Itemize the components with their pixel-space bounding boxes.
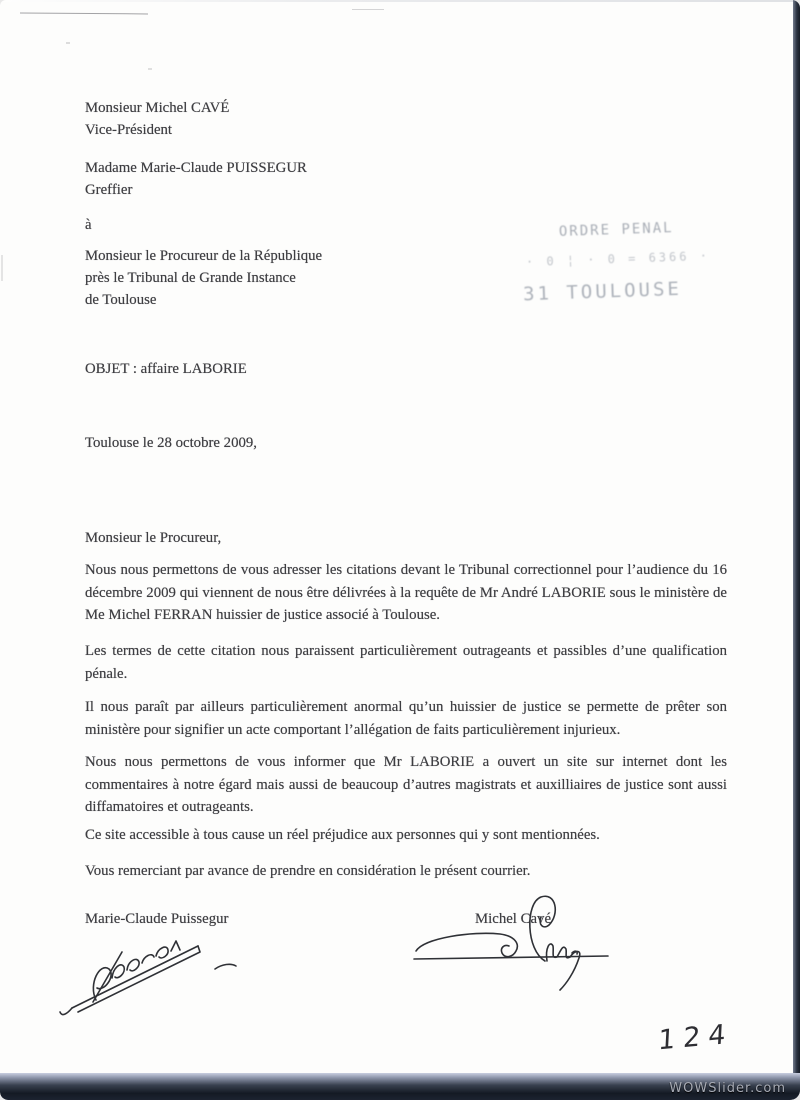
clerk-name: Madame Marie-Claude PUISSEGUR [85, 160, 307, 176]
recipient-line: de Toulouse [85, 292, 157, 308]
scan-speck [66, 42, 70, 44]
scan-speck [1, 255, 3, 281]
dateline: Toulouse le 28 octobre 2009, [85, 435, 257, 451]
frame-top-edge [0, 0, 800, 2]
body-paragraph: Nous nous permettons de vous informer que Mr LABORIE a ouvert un site sur internet dont les commentaires à notre égard mais aussi de beaucoup d’autres magistrats et auxilliaires de justice sont aussi diffamatoires et outrageants. [85, 754, 727, 816]
frame-bottom-bar [0, 1073, 800, 1100]
sender-title: Vice-Président [85, 122, 173, 138]
salutation: Monsieur le Procureur, [85, 530, 222, 546]
body-paragraph: Les termes de cette citation nous paraissent particulièrement outrageants et passibles d’une qualification pénale. [85, 643, 727, 682]
sender-name: Monsieur Michel CAVÉ [85, 100, 230, 116]
recipient-line: près le Tribunal de Grande Instance [85, 270, 296, 286]
puissegur-signature [60, 941, 236, 1015]
signature-name-left: Marie-Claude Puissegur [85, 911, 229, 927]
body-paragraph: Ce site accessible à tous cause un réel préjudice aux personnes qui y sont mentionnées. [85, 827, 600, 843]
body-paragraph: Nous nous permettons de vous adresser les citations devant le Tribunal correctionnel pour l’audience du 16 décembre 2009 qui viennent de nous être délivrées à la requête de Mr André LABORIE sous le ministère de Me Michel FERRAN huissier de justice associé à Toulouse. [85, 562, 727, 624]
scan-artifact-line [20, 13, 148, 15]
stamp-line: ORDRE PENAL [558, 220, 674, 241]
clerk-title: Greffier [85, 182, 133, 198]
rubber-stamp [517, 219, 720, 306]
scan-speck [148, 68, 152, 70]
scan-artifact-line [352, 9, 384, 10]
stamp-line: · 0 ¦ · 0 = 6366 · [525, 248, 711, 270]
frame-right-edge [793, 0, 800, 1100]
body-paragraph: Il nous paraît par ailleurs particulièrement anormal qu’un huissier de justice se permette de prêter son ministère pour signifier un acte comportant l’allégation de faits particulièrement injurieux. [85, 699, 727, 738]
body-paragraph: Vous remerciant par avance de prendre en considération le présent courrier. [85, 863, 531, 879]
to-marker: à [85, 217, 92, 233]
wowslider-watermark[interactable]: WOWSlider.com [669, 1081, 786, 1096]
handwritten-page-number: 124 [657, 1018, 735, 1057]
stamp-line: 31 TOULOUSE [522, 277, 683, 306]
recipient-line: Monsieur le Procureur de la République [85, 248, 323, 264]
signature-name-right: Michel Cavé [475, 911, 552, 927]
subject-line: OBJET : affaire LABORIE [85, 361, 247, 377]
